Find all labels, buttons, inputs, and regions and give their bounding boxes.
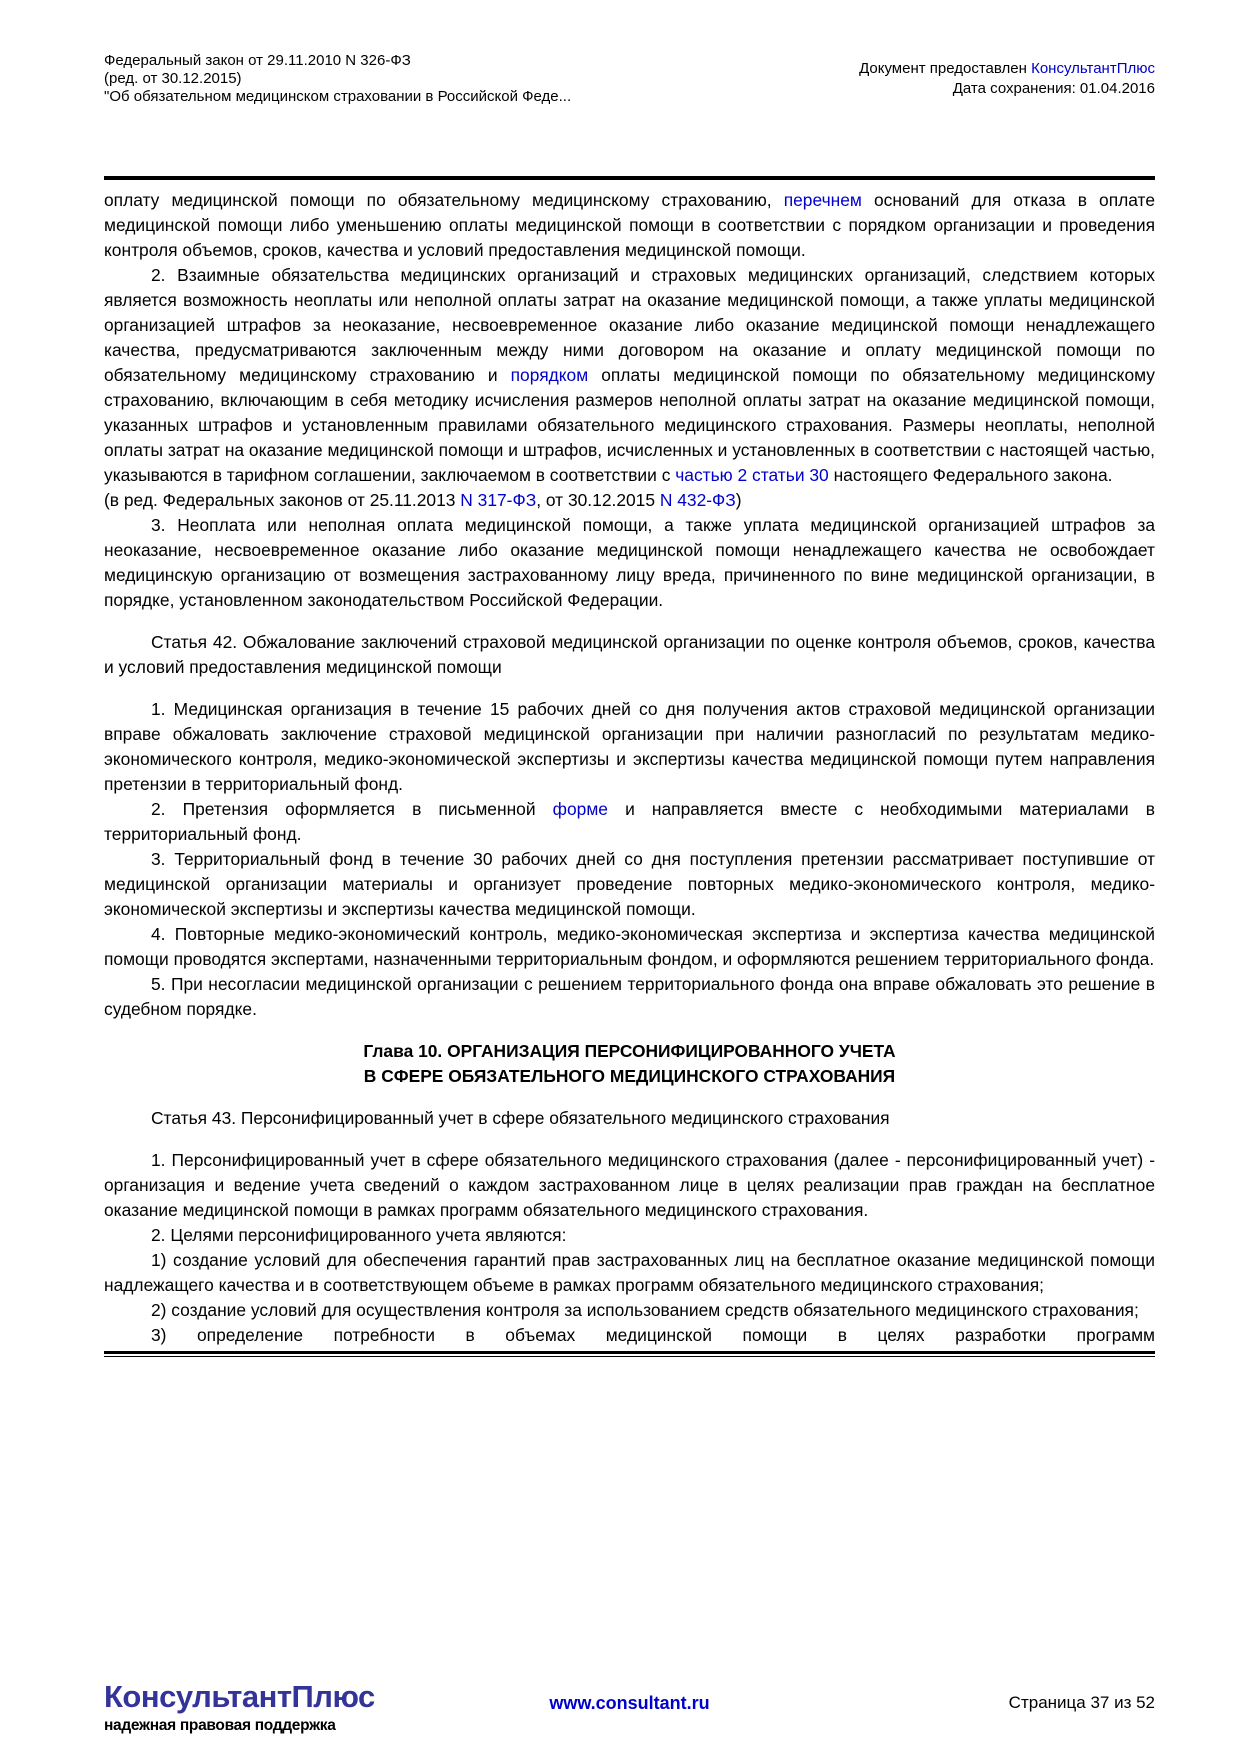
paragraph-spacer — [104, 1022, 1155, 1039]
paragraph: (в ред. Федеральных законов от 25.11.2013 N 317-ФЗ, от 30.12.2015 N 432-ФЗ) — [104, 490, 742, 510]
provided-prefix: Документ предоставлен — [859, 60, 1027, 77]
paragraph: Глава 10. ОРГАНИЗАЦИЯ ПЕРСОНИФИЦИРОВАННОГО УЧЕТА — [363, 1041, 896, 1061]
inline-link[interactable]: перечнем — [783, 190, 862, 210]
paragraphs-container — [104, 188, 1155, 1348]
inline-link[interactable]: N 317-ФЗ — [460, 490, 537, 510]
paragraph-spacer — [104, 680, 1155, 697]
header-provided-block — [859, 52, 1155, 106]
site-link[interactable]: www.consultant.ru — [549, 1693, 710, 1713]
header-doc-info — [104, 52, 571, 106]
footer-site-block — [549, 1680, 709, 1714]
paragraph: Статья 42. Обжалование заключений страховой медицинской организации по оценке контроля объемов, сроков, качества и условий предоставления медицинской помощи — [104, 632, 1155, 677]
inline-link[interactable]: N 432-ФЗ — [659, 490, 736, 510]
bottom-divider — [104, 1351, 1155, 1357]
paragraph: 1) создание условий для обеспечения гарантий прав застрахованных лиц на бесплатное оказание медицинской помощи надлежащего качества и в соответствующем объеме в рамках программ обязательного медицинского страхования; — [104, 1250, 1155, 1295]
doc-info-line-3: "Об обязательном медицинском страховании в Российской Феде... — [104, 88, 572, 105]
document-body — [104, 180, 1155, 1357]
paragraph: 3. Территориальный фонд в течение 30 рабочих дней со дня поступления претензии рассматривает поступившие от медицинской организации материалы и организует проведение повторных медико-экономического контроля, медико-экономической экспертизы и экспертизы качества медицинской помощи. — [104, 849, 1155, 919]
paragraph: 5. При несогласии медицинской организации с решением территориального фонда она вправе обжаловать это решение в судебном порядке. — [104, 974, 1155, 1019]
doc-info-line-1: Федеральный закон от 29.11.2010 N 326-ФЗ — [104, 52, 411, 69]
inline-link[interactable]: порядком — [510, 365, 589, 385]
paragraph-spacer — [104, 613, 1155, 630]
inline-link[interactable]: форме — [552, 799, 608, 819]
save-date: Дата сохранения: 01.04.2016 — [952, 80, 1155, 97]
consultant-plus-logo: КонсультантПлюс — [104, 1679, 375, 1714]
paragraph: 2) создание условий для осуществления контроля за использованием средств обязательного медицинского страхования; — [151, 1300, 1139, 1320]
paragraph-spacer — [104, 1089, 1155, 1106]
paragraph: 2. Взаимные обязательства медицинских организаций и страховых медицинских организаций, следствием которых является возможность неоплаты или неполной оплаты затрат на оказание медицинской помощи, а также уплаты медицинской организацией штрафов за неоказание, несвоевременное оказание либо оказание медицинской помощи ненадлежащего качества, предусматриваются заключенным между ними договором на оказание и оплату медицинской помощи по обязательному медицинскому страхованию и порядком оплаты медицинской помощи по обязательному медицинскому страхованию, включающим в себя методику исчисления размеров неполной оплаты затрат на оказание медицинской помощи, указанных штрафов и установленным правилами обязательного медицинского страхования. Размеры неоплаты, неполной оплаты затрат на оказание медицинской помощи и штрафов, исчисленных и установленных в соответствии с настоящей частью, указываются в тарифном соглашении, заключаемом в соответствии с частью 2 статьи 30 настоящего Федерального закона. — [104, 265, 1155, 485]
provided-line — [859, 59, 1155, 79]
paragraph: 2. Целями персонифицированного учета являются: — [151, 1225, 567, 1245]
doc-info-line-2: (ред. от 30.12.2015) — [104, 70, 242, 87]
page-info: Страница 37 из 52 — [1008, 1693, 1155, 1712]
consultant-plus-link[interactable]: КонсультантПлюс — [1031, 60, 1155, 77]
paragraph: В СФЕРЕ ОБЯЗАТЕЛЬНОГО МЕДИЦИНСКОГО СТРАХОВАНИЯ — [363, 1066, 896, 1086]
paragraph: оплату медицинской помощи по обязательному медицинскому страхованию, перечнем оснований для отказа в оплате медицинской помощи либо уменьшению оплаты медицинской помощи в соответствии с порядком организации и проведения контроля объемов, сроков, качества и условий предоставления медицинской помощи. — [104, 190, 1155, 260]
footer-logo-block — [104, 1680, 549, 1735]
paragraph-spacer — [104, 1131, 1155, 1148]
logo-subtitle: надежная правовая поддержка — [104, 1717, 336, 1734]
paragraph: 2. Претензия оформляется в письменной форме и направляется вместе с необходимыми материалами в территориальный фонд. — [104, 799, 1155, 844]
page-footer — [104, 1680, 1155, 1735]
paragraph: Статья 43. Персонифицированный учет в сфере обязательного медицинского страхования — [151, 1108, 890, 1128]
page-header — [104, 0, 1155, 106]
paragraph: 4. Повторные медико-экономический контроль, медико-экономическая экспертиза и экспертиза качества медицинской помощи проводятся экспертами, назначенными территориальным фондом, и оформляются решением территориального фонда. — [104, 924, 1155, 969]
paragraph: 3) определение потребности в объемах медицинской помощи в целях разработки программ — [151, 1325, 1155, 1345]
paragraph: 1. Персонифицированный учет в сфере обязательного медицинского страхования (далее - персонифицированный учет) - организация и ведение учета сведений о каждом застрахованном лице в целях реализации прав граждан на бесплатное оказание медицинской помощи в рамках программ обязательного медицинского страхования. — [104, 1150, 1155, 1220]
inline-link[interactable]: частью 2 статьи 30 — [675, 465, 829, 485]
paragraph: 3. Неоплата или неполная оплата медицинской помощи, а также уплата медицинской организацией штрафов за неоказание, несвоевременное оказание либо оказание медицинской помощи ненадлежащего качества не освобождает медицинскую организацию от возмещения застрахованному лицу вреда, причиненного по вине медицинской организации, в порядке, установленном законодательством Российской Федерации. — [104, 515, 1155, 610]
paragraph: 1. Медицинская организация в течение 15 рабочих дней со дня получения актов страховой медицинской организации вправе обжаловать заключение страховой медицинской организации при наличии разногласий по результатам медико-экономического контроля, медико-экономической экспертизы и экспертизы качества медицинской помощи путем направления претензии в территориальный фонд. — [104, 699, 1155, 794]
